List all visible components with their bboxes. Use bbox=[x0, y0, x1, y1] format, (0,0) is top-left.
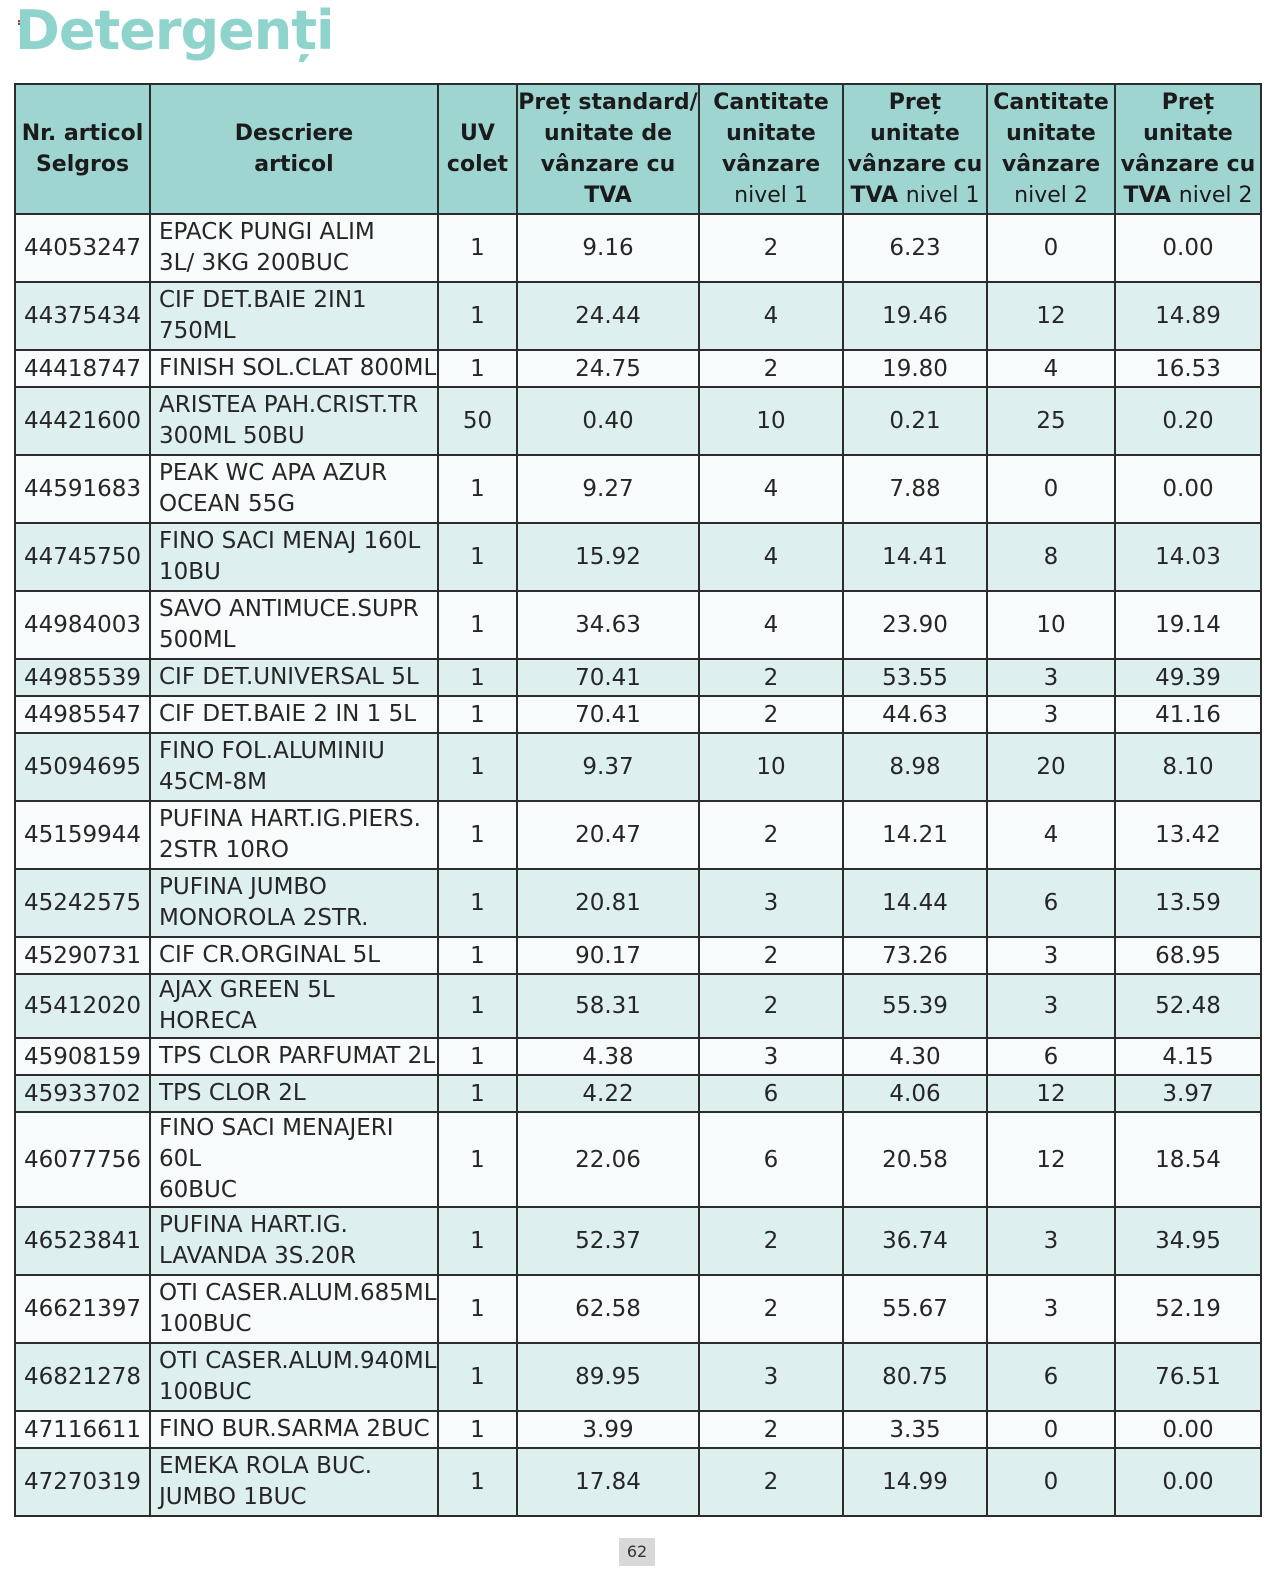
qty-level-2-cell: 4 bbox=[987, 801, 1115, 869]
description-line: 750ML bbox=[159, 318, 236, 344]
header-description: Descriere articol bbox=[150, 84, 438, 214]
standard-price-cell: 62.58 bbox=[517, 1275, 699, 1343]
uv-colet-cell: 1 bbox=[438, 733, 517, 801]
qty-level-2-cell: 3 bbox=[987, 659, 1115, 696]
article-number-cell: 44985539 bbox=[15, 659, 150, 696]
article-number-cell: 44985547 bbox=[15, 696, 150, 733]
uv-colet-cell: 1 bbox=[438, 1275, 517, 1343]
price-level-2-cell: 52.48 bbox=[1115, 974, 1261, 1038]
description-line: JUMBO 1BUC bbox=[159, 1484, 307, 1510]
qty-level-2-cell: 6 bbox=[987, 869, 1115, 937]
standard-price-cell: 70.41 bbox=[517, 659, 699, 696]
description-line: OCEAN 55G bbox=[159, 491, 296, 517]
standard-price-cell: 58.31 bbox=[517, 974, 699, 1038]
standard-price-cell: 89.95 bbox=[517, 1343, 699, 1411]
header-article-number: Nr. articol Selgros bbox=[15, 84, 150, 214]
price-level-2-cell: 76.51 bbox=[1115, 1343, 1261, 1411]
description-cell bbox=[150, 350, 438, 387]
qty-level-2-cell: 0 bbox=[987, 214, 1115, 282]
qty-level-1-cell: 2 bbox=[699, 801, 843, 869]
standard-price-cell: 34.63 bbox=[517, 591, 699, 659]
price-level-2-cell: 19.14 bbox=[1115, 591, 1261, 659]
qty-level-2-cell: 0 bbox=[987, 1411, 1115, 1448]
uv-colet-cell: 1 bbox=[438, 659, 517, 696]
uv-colet-cell: 1 bbox=[438, 214, 517, 282]
table-row bbox=[15, 1343, 1261, 1411]
description-line: 60BUC bbox=[159, 1177, 237, 1203]
qty-level-2-cell: 3 bbox=[987, 696, 1115, 733]
price-level-2-cell: 41.16 bbox=[1115, 696, 1261, 733]
table-row bbox=[15, 214, 1261, 282]
table-row bbox=[15, 1275, 1261, 1343]
price-level-1-cell: 44.63 bbox=[843, 696, 987, 733]
table-row bbox=[15, 523, 1261, 591]
table-row bbox=[15, 1075, 1261, 1112]
uv-colet-cell: 1 bbox=[438, 869, 517, 937]
article-number-cell: 46523841 bbox=[15, 1207, 150, 1275]
standard-price-cell: 20.81 bbox=[517, 869, 699, 937]
price-level-2-cell: 13.59 bbox=[1115, 869, 1261, 937]
qty-level-2-cell: 25 bbox=[987, 387, 1115, 455]
qty-level-1-cell: 3 bbox=[699, 869, 843, 937]
article-number-cell: 47116611 bbox=[15, 1411, 150, 1448]
price-level-1-cell: 23.90 bbox=[843, 591, 987, 659]
description-cell bbox=[150, 1207, 438, 1275]
qty-level-2-cell: 12 bbox=[987, 1112, 1115, 1207]
description-line: CIF DET.BAIE 2 IN 1 5L bbox=[159, 701, 417, 727]
qty-level-2-cell: 0 bbox=[987, 455, 1115, 523]
page-number: 62 bbox=[619, 1538, 655, 1566]
uv-colet-cell: 1 bbox=[438, 1038, 517, 1075]
uv-colet-cell: 1 bbox=[438, 1448, 517, 1516]
qty-level-1-cell: 10 bbox=[699, 387, 843, 455]
description-line: CIF DET.BAIE 2IN1 bbox=[159, 287, 367, 313]
standard-price-cell: 15.92 bbox=[517, 523, 699, 591]
table-row bbox=[15, 696, 1261, 733]
qty-level-1-cell: 2 bbox=[699, 659, 843, 696]
price-level-2-cell: 16.53 bbox=[1115, 350, 1261, 387]
standard-price-cell: 90.17 bbox=[517, 937, 699, 974]
table-row bbox=[15, 733, 1261, 801]
qty-level-2-cell: 20 bbox=[987, 733, 1115, 801]
description-line: PUFINA HART.IG.PIERS. bbox=[159, 806, 421, 832]
description-cell bbox=[150, 801, 438, 869]
table-row bbox=[15, 282, 1261, 350]
price-table bbox=[14, 83, 1262, 1517]
description-cell bbox=[150, 974, 438, 1038]
price-level-2-cell: 18.54 bbox=[1115, 1112, 1261, 1207]
standard-price-cell: 9.16 bbox=[517, 214, 699, 282]
uv-colet-cell: 1 bbox=[438, 974, 517, 1038]
qty-level-1-cell: 2 bbox=[699, 1411, 843, 1448]
uv-colet-cell: 1 bbox=[438, 937, 517, 974]
price-level-1-cell: 14.44 bbox=[843, 869, 987, 937]
description-line: 10BU bbox=[159, 559, 221, 585]
price-level-2-cell: 0.00 bbox=[1115, 455, 1261, 523]
qty-level-1-cell: 3 bbox=[699, 1038, 843, 1075]
article-number-cell: 45933702 bbox=[15, 1075, 150, 1112]
description-line: FINO SACI MENAJERI 60L bbox=[159, 1115, 394, 1172]
price-level-1-cell: 19.46 bbox=[843, 282, 987, 350]
table-row bbox=[15, 801, 1261, 869]
qty-level-1-cell: 2 bbox=[699, 1448, 843, 1516]
price-level-1-cell: 55.39 bbox=[843, 974, 987, 1038]
description-line: FINO FOL.ALUMINIU bbox=[159, 738, 385, 764]
uv-colet-cell: 1 bbox=[438, 801, 517, 869]
price-level-2-cell: 68.95 bbox=[1115, 937, 1261, 974]
table-row bbox=[15, 591, 1261, 659]
description-cell bbox=[150, 1075, 438, 1112]
description-cell bbox=[150, 387, 438, 455]
table-row bbox=[15, 455, 1261, 523]
qty-level-1-cell: 2 bbox=[699, 214, 843, 282]
description-line: SAVO ANTIMUCE.SUPR bbox=[159, 596, 419, 622]
table-row bbox=[15, 1448, 1261, 1516]
description-line: FINO BUR.SARMA 2BUC bbox=[159, 1416, 430, 1442]
article-number-cell: 45159944 bbox=[15, 801, 150, 869]
standard-price-cell: 24.75 bbox=[517, 350, 699, 387]
table-row bbox=[15, 350, 1261, 387]
standard-price-cell: 9.27 bbox=[517, 455, 699, 523]
description-line: LAVANDA 3S.20R bbox=[159, 1243, 356, 1269]
qty-level-2-cell: 12 bbox=[987, 282, 1115, 350]
article-number-cell: 44418747 bbox=[15, 350, 150, 387]
qty-level-2-cell: 3 bbox=[987, 1207, 1115, 1275]
price-level-1-cell: 3.35 bbox=[843, 1411, 987, 1448]
qty-level-2-cell: 12 bbox=[987, 1075, 1115, 1112]
price-level-1-cell: 8.98 bbox=[843, 733, 987, 801]
price-level-1-cell: 53.55 bbox=[843, 659, 987, 696]
price-level-1-cell: 14.99 bbox=[843, 1448, 987, 1516]
header-price-level-1: Preț unitate vânzare cu TVA nivel 1 bbox=[843, 84, 987, 214]
qty-level-2-cell: 3 bbox=[987, 937, 1115, 974]
article-number-cell: 44053247 bbox=[15, 214, 150, 282]
uv-colet-cell: 50 bbox=[438, 387, 517, 455]
header-qty-level-2: Cantitate unitate vânzare nivel 2 bbox=[987, 84, 1115, 214]
uv-colet-cell: 1 bbox=[438, 350, 517, 387]
uv-colet-cell: 1 bbox=[438, 1075, 517, 1112]
description-cell bbox=[150, 455, 438, 523]
price-level-2-cell: 34.95 bbox=[1115, 1207, 1261, 1275]
qty-level-1-cell: 2 bbox=[699, 696, 843, 733]
description-line: PUFINA HART.IG. bbox=[159, 1212, 348, 1238]
header-price-level-2: Preț unitate vânzare cu TVA nivel 2 bbox=[1115, 84, 1261, 214]
qty-level-2-cell: 4 bbox=[987, 350, 1115, 387]
article-number-cell: 46621397 bbox=[15, 1275, 150, 1343]
description-cell bbox=[150, 937, 438, 974]
description-cell bbox=[150, 1275, 438, 1343]
price-level-1-cell: 55.67 bbox=[843, 1275, 987, 1343]
description-cell bbox=[150, 1112, 438, 1207]
table-row bbox=[15, 937, 1261, 974]
uv-colet-cell: 1 bbox=[438, 1112, 517, 1207]
article-number-cell: 46821278 bbox=[15, 1343, 150, 1411]
uv-colet-cell: 1 bbox=[438, 523, 517, 591]
description-line: 100BUC bbox=[159, 1311, 252, 1337]
description-line: EPACK PUNGI ALIM bbox=[159, 219, 375, 245]
table-row bbox=[15, 869, 1261, 937]
qty-level-1-cell: 4 bbox=[699, 591, 843, 659]
uv-colet-cell: 1 bbox=[438, 696, 517, 733]
article-number-cell: 46077756 bbox=[15, 1112, 150, 1207]
standard-price-cell: 4.22 bbox=[517, 1075, 699, 1112]
uv-colet-cell: 1 bbox=[438, 1411, 517, 1448]
description-line: 45CM-8M bbox=[159, 769, 267, 795]
standard-price-cell: 20.47 bbox=[517, 801, 699, 869]
price-level-2-cell: 52.19 bbox=[1115, 1275, 1261, 1343]
uv-colet-cell: 1 bbox=[438, 591, 517, 659]
price-level-1-cell: 19.80 bbox=[843, 350, 987, 387]
qty-level-2-cell: 3 bbox=[987, 974, 1115, 1038]
price-level-2-cell: 8.10 bbox=[1115, 733, 1261, 801]
description-line: OTI CASER.ALUM.940ML bbox=[159, 1348, 437, 1374]
description-cell bbox=[150, 591, 438, 659]
price-level-1-cell: 14.41 bbox=[843, 523, 987, 591]
standard-price-cell: 4.38 bbox=[517, 1038, 699, 1075]
article-number-cell: 44984003 bbox=[15, 591, 150, 659]
description-line: OTI CASER.ALUM.685ML bbox=[159, 1280, 437, 1306]
description-line: PEAK WC APA AZUR bbox=[159, 460, 388, 486]
price-level-2-cell: 14.89 bbox=[1115, 282, 1261, 350]
description-cell bbox=[150, 659, 438, 696]
price-level-2-cell: 0.00 bbox=[1115, 1411, 1261, 1448]
table-header-row bbox=[15, 84, 1261, 214]
description-line: 500ML bbox=[159, 627, 236, 653]
qty-level-1-cell: 6 bbox=[699, 1112, 843, 1207]
description-cell bbox=[150, 1343, 438, 1411]
price-level-2-cell: 0.00 bbox=[1115, 1448, 1261, 1516]
description-cell bbox=[150, 1038, 438, 1075]
qty-level-1-cell: 2 bbox=[699, 1207, 843, 1275]
standard-price-cell: 17.84 bbox=[517, 1448, 699, 1516]
uv-colet-cell: 1 bbox=[438, 282, 517, 350]
description-line: TPS CLOR 2L bbox=[159, 1080, 306, 1106]
description-line: 300ML 50BU bbox=[159, 423, 305, 449]
description-line: MONOROLA 2STR. bbox=[159, 905, 369, 931]
price-level-1-cell: 14.21 bbox=[843, 801, 987, 869]
header-uv-colet: UV colet bbox=[438, 84, 517, 214]
price-level-2-cell: 0.20 bbox=[1115, 387, 1261, 455]
table-row bbox=[15, 387, 1261, 455]
qty-level-2-cell: 6 bbox=[987, 1343, 1115, 1411]
qty-level-2-cell: 8 bbox=[987, 523, 1115, 591]
table-row bbox=[15, 974, 1261, 1038]
qty-level-1-cell: 6 bbox=[699, 1075, 843, 1112]
description-line: 2STR 10RO bbox=[159, 837, 289, 863]
qty-level-1-cell: 2 bbox=[699, 974, 843, 1038]
uv-colet-cell: 1 bbox=[438, 1343, 517, 1411]
price-level-1-cell: 80.75 bbox=[843, 1343, 987, 1411]
description-line: 3L/ 3KG 200BUC bbox=[159, 250, 349, 276]
article-number-cell: 45242575 bbox=[15, 869, 150, 937]
description-cell bbox=[150, 869, 438, 937]
description-cell bbox=[150, 282, 438, 350]
header-standard-price: Preț standard/ unitate de vânzare cu TVA bbox=[517, 84, 699, 214]
price-level-1-cell: 36.74 bbox=[843, 1207, 987, 1275]
article-number-cell: 45094695 bbox=[15, 733, 150, 801]
page-title: Detergenți bbox=[15, 0, 334, 62]
qty-level-1-cell: 10 bbox=[699, 733, 843, 801]
table-row bbox=[15, 1411, 1261, 1448]
price-level-2-cell: 49.39 bbox=[1115, 659, 1261, 696]
price-level-1-cell: 0.21 bbox=[843, 387, 987, 455]
price-level-2-cell: 4.15 bbox=[1115, 1038, 1261, 1075]
uv-colet-cell: 1 bbox=[438, 1207, 517, 1275]
price-level-1-cell: 73.26 bbox=[843, 937, 987, 974]
price-level-1-cell: 6.23 bbox=[843, 214, 987, 282]
description-line: CIF DET.UNIVERSAL 5L bbox=[159, 664, 419, 690]
price-level-2-cell: 0.00 bbox=[1115, 214, 1261, 282]
price-level-1-cell: 20.58 bbox=[843, 1112, 987, 1207]
table-row bbox=[15, 1207, 1261, 1275]
qty-level-1-cell: 4 bbox=[699, 282, 843, 350]
qty-level-1-cell: 2 bbox=[699, 937, 843, 974]
table-row bbox=[15, 1038, 1261, 1075]
article-number-cell: 44745750 bbox=[15, 523, 150, 591]
price-level-2-cell: 14.03 bbox=[1115, 523, 1261, 591]
description-cell bbox=[150, 733, 438, 801]
standard-price-cell: 24.44 bbox=[517, 282, 699, 350]
description-line: ARISTEA PAH.CRIST.TR bbox=[159, 392, 419, 418]
standard-price-cell: 52.37 bbox=[517, 1207, 699, 1275]
standard-price-cell: 22.06 bbox=[517, 1112, 699, 1207]
table-body bbox=[15, 214, 1261, 1516]
qty-level-2-cell: 0 bbox=[987, 1448, 1115, 1516]
description-cell bbox=[150, 696, 438, 733]
description-cell bbox=[150, 523, 438, 591]
table-row bbox=[15, 1112, 1261, 1207]
qty-level-1-cell: 4 bbox=[699, 455, 843, 523]
article-number-cell: 45908159 bbox=[15, 1038, 150, 1075]
price-level-2-cell: 13.42 bbox=[1115, 801, 1261, 869]
qty-level-1-cell: 2 bbox=[699, 350, 843, 387]
description-line: CIF CR.ORGINAL 5L bbox=[159, 942, 381, 968]
article-number-cell: 45412020 bbox=[15, 974, 150, 1038]
description-line: TPS CLOR PARFUMAT 2L bbox=[159, 1043, 436, 1069]
description-line: FINISH SOL.CLAT 800ML bbox=[159, 355, 437, 381]
price-level-1-cell: 4.06 bbox=[843, 1075, 987, 1112]
article-number-cell: 45290731 bbox=[15, 937, 150, 974]
qty-level-2-cell: 6 bbox=[987, 1038, 1115, 1075]
description-cell bbox=[150, 214, 438, 282]
qty-level-1-cell: 3 bbox=[699, 1343, 843, 1411]
standard-price-cell: 3.99 bbox=[517, 1411, 699, 1448]
article-number-cell: 44421600 bbox=[15, 387, 150, 455]
qty-level-2-cell: 10 bbox=[987, 591, 1115, 659]
standard-price-cell: 9.37 bbox=[517, 733, 699, 801]
description-cell bbox=[150, 1411, 438, 1448]
article-number-cell: 44375434 bbox=[15, 282, 150, 350]
standard-price-cell: 0.40 bbox=[517, 387, 699, 455]
article-number-cell: 44591683 bbox=[15, 455, 150, 523]
description-cell bbox=[150, 1448, 438, 1516]
qty-level-1-cell: 2 bbox=[699, 1275, 843, 1343]
uv-colet-cell: 1 bbox=[438, 455, 517, 523]
standard-price-cell: 70.41 bbox=[517, 696, 699, 733]
price-level-2-cell: 3.97 bbox=[1115, 1075, 1261, 1112]
description-line: AJAX GREEN 5L HORECA bbox=[159, 977, 335, 1034]
article-number-cell: 47270319 bbox=[15, 1448, 150, 1516]
price-level-1-cell: 7.88 bbox=[843, 455, 987, 523]
price-level-1-cell: 4.30 bbox=[843, 1038, 987, 1075]
qty-level-2-cell: 3 bbox=[987, 1275, 1115, 1343]
description-line: EMEKA ROLA BUC. bbox=[159, 1453, 373, 1479]
description-line: 100BUC bbox=[159, 1379, 252, 1405]
table-row bbox=[15, 659, 1261, 696]
header-qty-level-1: Cantitate unitate vânzare nivel 1 bbox=[699, 84, 843, 214]
description-line: FINO SACI MENAJ 160L bbox=[159, 528, 421, 554]
description-line: PUFINA JUMBO bbox=[159, 874, 327, 900]
qty-level-1-cell: 4 bbox=[699, 523, 843, 591]
